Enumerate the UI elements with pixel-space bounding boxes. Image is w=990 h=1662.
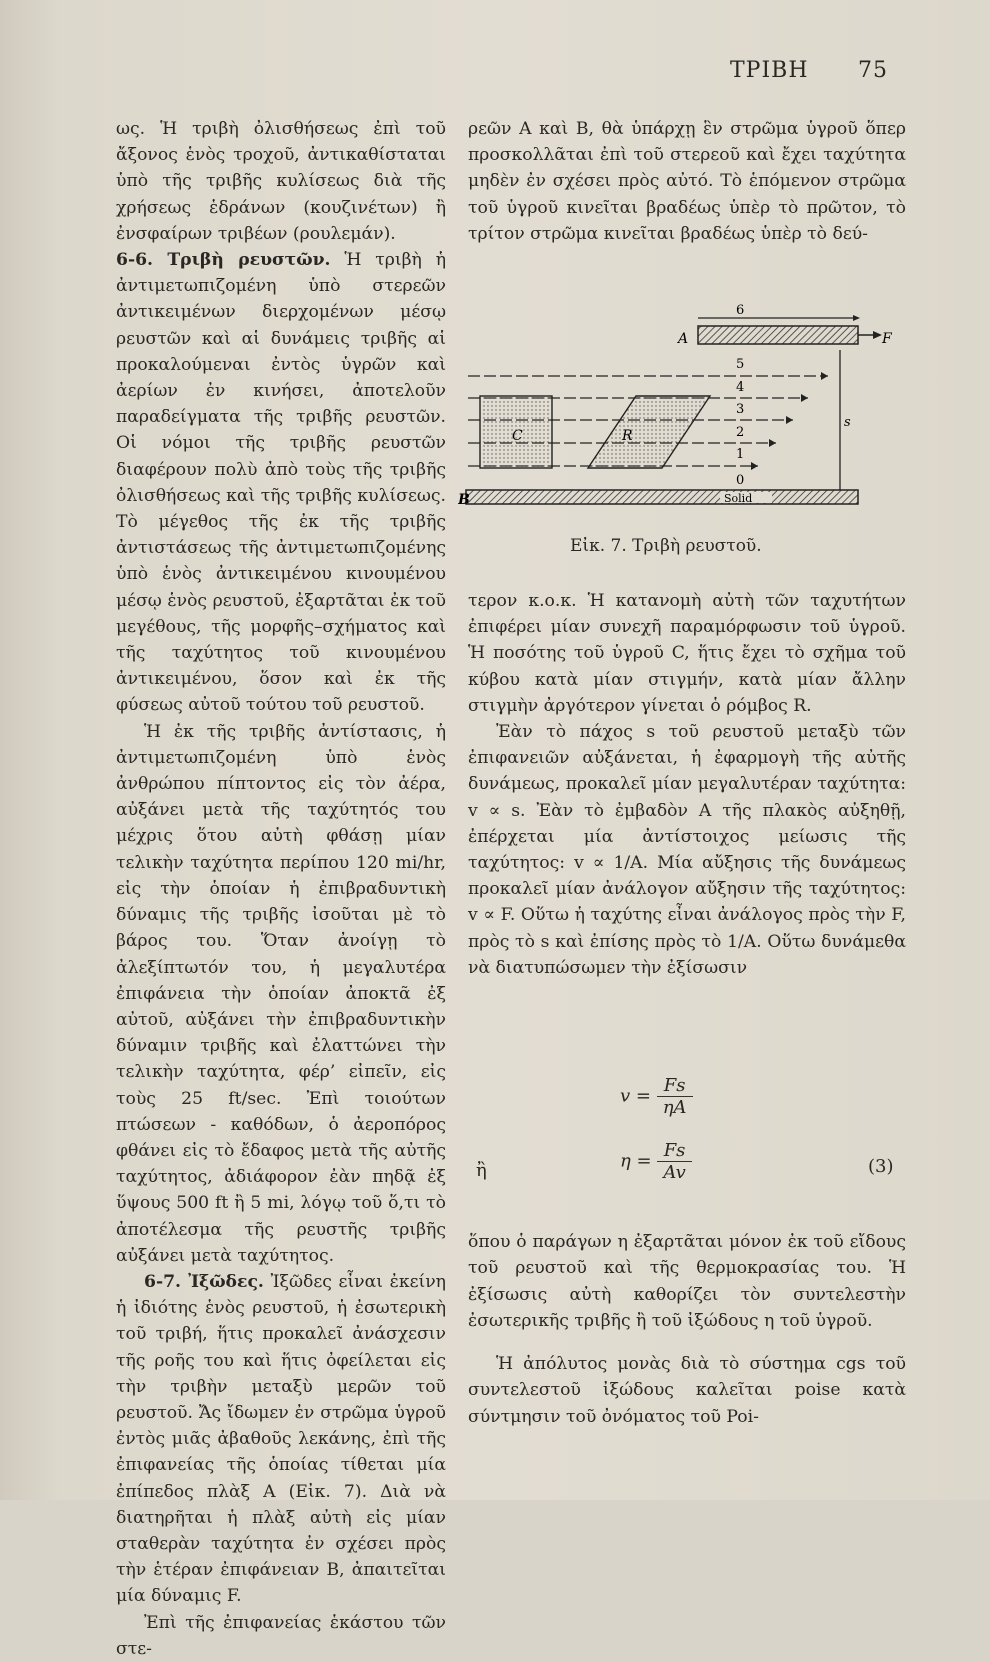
paragraph: ως. Ἡ τριβὴ ὀλισθήσεως ἐπὶ τοῦ ἄξονος ἑνὸς τροχοῦ, ἀντικαθίσταται ὑπὸ τῆς τριβῆς κυλίσεως διὰ τῆς χρήσεως ἑδράνων (κουζινέτων) ἢ ἐνσφαίρων τριβέων (ρουλεμάν). bbox=[116, 119, 446, 244]
numerator: Fs bbox=[663, 1075, 686, 1096]
paragraph: Ἐπὶ τῆς ἐπιφανείας ἑκάστου τῶν στε- bbox=[116, 1612, 446, 1659]
force-arrowhead bbox=[873, 331, 882, 339]
equation-v bbox=[620, 1075, 693, 1118]
label-a: A bbox=[678, 331, 689, 347]
layer-label: 2 bbox=[736, 425, 745, 440]
equation-or: ἢ bbox=[476, 1160, 487, 1181]
velocity-arrowhead bbox=[786, 416, 793, 424]
paragraph: τερον κ.ο.κ. Ἡ κατανομὴ αὐτὴ τῶν ταχυτήτων ἐπιφέρει μίαν συνεχῆ παραμόρφωσιν τοῦ ὑγροῦ. Ἡ ποσότης τοῦ ὑγροῦ C, ἥτις ἔχει τὸ σχῆμα τοῦ κύβου κατὰ μίαν στιγμήν, κατὰ μίαν ἄλλην στιγμὴν ἀργότερον γίνεται ὁ ρόμβος R. bbox=[468, 591, 906, 716]
figure-caption: Εἰκ. 7. Τριβὴ ρευστοῦ. bbox=[570, 536, 762, 556]
velocity-arrowhead bbox=[769, 439, 776, 447]
layer-label: 4 bbox=[736, 380, 745, 395]
layer-label: 1 bbox=[736, 447, 745, 462]
fraction bbox=[657, 1140, 691, 1183]
section-title: 6-7. Ἰξῶδες. bbox=[144, 1271, 264, 1292]
velocity-arrowhead bbox=[853, 315, 860, 321]
page-number: 75 bbox=[858, 58, 888, 83]
figure-fluid-friction bbox=[458, 300, 898, 505]
section-title: 6-6. Τριβὴ ρευστῶν. bbox=[116, 250, 331, 271]
solid-b bbox=[466, 490, 858, 504]
right-column-bottom bbox=[468, 1212, 906, 1447]
label-r: R bbox=[622, 428, 633, 444]
label-c: C bbox=[512, 428, 523, 444]
section-body: Ἰξῶδες εἶναι ἐκείνη ἡ ἰδιότης ἑνὸς ρευστοῦ, ἡ ἐσωτερικὴ τοῦ τριβή, ἥτις προκαλεῖ ἀνάσχεσιν τῆς ροῆς του καὶ ἥτις ὀφείλεται εἰς τὴν τριβὴν μεταξὺ μερῶν τοῦ ρευστοῦ. Ἄς ἴδωμεν ἐν στρῶμα ὑγροῦ ἐντὸς μιᾶς ἀβαθοῦς λεκάνης, ἐπὶ τῆς ἐπιφανείας τῆς ὁποίας τίθεται μία ἐπίπεδος πλὰξ A (Εἰκ. 7). Διὰ νὰ διατηρῆται ἡ πλὰξ αὐτὴ εἰς μίαν σταθερὰν ταχύτητα ἐν σχέσει πρὸς τὴν ἑτέραν ἐπιφάνειαν B, ἀπαιτεῖται μία δύναμις F. bbox=[116, 1271, 446, 1607]
paragraph: ὅπου ὁ παράγων η ἐξαρτᾶται μόνον ἐκ τοῦ εἴδους τοῦ ρευστοῦ καὶ τῆς θερμοκρασίας του. Ἡ ἐξίσωσις αὐτὴ καθορίζει τὸν συντελεστὴν ἐσωτερικῆς τριβῆς ἢ τοῦ ἰξώδους η τοῦ ὑγροῦ. bbox=[468, 1232, 906, 1331]
paragraph: ρεῶν A καὶ B, θὰ ὑπάρχῃ ἓν στρῶμα ὑγροῦ ὅπερ προσκολλᾶται ἐπὶ τοῦ στερεοῦ καὶ ἔχει ταχύτητα μηδὲν ἐν σχέσει πρὸς αὐτό. Τὸ ἑπόμενον στρῶμα τοῦ ὑγροῦ κινεῖται βραδέως ὑπὲρ τὸ πρῶτον, τὸ τρίτον στρῶμα κινεῖται βραδέως ὑπὲρ τὸ δεύ- bbox=[468, 119, 906, 244]
paragraph: Ἡ ἀπόλυτος μονὰς διὰ τὸ σύστημα cgs τοῦ συντελεστοῦ ἰξώδους καλεῖται poise κατὰ σύντμησιν τοῦ ὀνόματος τοῦ Poi- bbox=[468, 1354, 906, 1427]
eq-lhs: v = bbox=[620, 1085, 651, 1107]
left-column bbox=[116, 116, 446, 1662]
paragraph: Ἡ ἐκ τῆς τριβῆς ἀντίστασις, ἡ ἀντιμετωπιζομένη ὑπὸ ἑνὸς ἀνθρώπου πίπτοντος εἰς τὸν ἀέρα, αὐξάνει μετὰ τῆς ταχύτητός του μέχρις ὅτου αὐτὴ φθάσῃ μίαν τελικὴν ταχύτητα περίπου 120 mi/hr, εἰς τὴν ὁποίαν ἡ ἐπιβραδυντικὴ δύναμις τῆς τριβῆς ἰσοῦται μὲ τὸ βάρος του. Ὅταν ἀνοίγῃ τὸ ἀλεξίπτωτόν του, ἡ μεγαλυτέρα ἐπιφάνεια τὴν ὁποίαν ἀποκτᾶ ἐξ αὐτοῦ, αὐξάνει τὴν ἐπιβραδυντικὴν δύναμιν τριβῆς καὶ ἐλαττώνει τὴν τελικὴν ταχύτητα, φέρ’ εἰπεῖν, εἰς τοὺς 25 ft/sec. Ἐπὶ τοιούτων πτώσεων - καθόδων, ὁ ἀεροπόρος φθάνει εἰς τὸ ἔδαφος μετὰ τῆς αὐτῆς ταχύτητος, ἀδιάφορον ἐὰν πηδᾷ ἐξ ὕψους 500 ft ἢ 5 mi, λόγῳ τοῦ ὅ,τι τὸ ἀποτέλεσμα τῆς ρευστῆς τριβῆς αὐξάνει μετὰ ταχύτητος. bbox=[116, 721, 446, 1266]
plate-a bbox=[698, 326, 858, 344]
rhombus-r bbox=[588, 396, 710, 468]
equation-number: (3) bbox=[868, 1156, 894, 1177]
right-column-middle bbox=[468, 588, 906, 981]
fraction bbox=[657, 1075, 693, 1118]
layer-label: 5 bbox=[736, 357, 745, 372]
numerator: Fs bbox=[663, 1140, 686, 1161]
label-s: s bbox=[844, 415, 851, 430]
label-b: B bbox=[458, 492, 470, 505]
section-6-7 bbox=[116, 1269, 446, 1610]
label-f: F bbox=[882, 331, 892, 347]
right-column bbox=[468, 116, 906, 247]
label-solid: Solid bbox=[724, 492, 753, 505]
denominator: ηA bbox=[657, 1096, 693, 1118]
velocity-arrowhead bbox=[821, 372, 828, 380]
equation-eta bbox=[620, 1140, 692, 1183]
velocity-arrowhead bbox=[751, 462, 758, 470]
section-body: Ἡ τριβὴ ἡ ἀντιμετωπιζομένη ὑπὸ στερεῶν ἀντικειμένων διερχομένων μέσῳ ρευστῶν καὶ αἱ δυνάμεις τριβῆς αἱ προκαλούμεναι ἐντὸς ὑγρῶν καὶ ἀερίων ἐν κινήσει, ἀποτελοῦν παραδείγματα τῆς τριβῆς ρευστῶν. Οἱ νόμοι τῆς τριβῆς ρευστῶν διαφέρουν πολὺ ἀπὸ τοὺς τῆς τριβῆς ὀλισθήσεως καὶ τῆς τριβῆς κυλίσεως. Τὸ μέγεθος τῆς ἐκ τῆς τριβῆς ἀντιστάσεως τῆς ἀντιμετωπιζομένης ὑπὸ ἑνὸς ἀντικειμένου κινουμένου μέσῳ ἑνὸς ρευστοῦ, ἐξαρτᾶται ἐκ τοῦ μεγέθους, τῆς μορφῆς–σχήματος καὶ τῆς ταχύτητος τοῦ κινουμένου ἀντικειμένου, ὅσον καὶ ἐκ τῆς φύσεως αὐτοῦ τούτου τοῦ ρευστοῦ. bbox=[116, 250, 446, 716]
denominator: Av bbox=[657, 1161, 691, 1183]
section-6-6 bbox=[116, 247, 446, 719]
velocity-arrowhead bbox=[801, 394, 808, 402]
paragraph: Ἐὰν τὸ πάχος s τοῦ ρευστοῦ μεταξὺ τῶν ἐπιφανειῶν αὐξάνεται, ἡ ἐφαρμογὴ τῆς αὐτῆς δυνάμεως, προκαλεῖ μίαν μεγαλυτέραν ταχύτητα: v ∝ s. Ἐὰν τὸ ἐμβαδὸν A τῆς πλακὸς αὐξηθῇ, ἐπέρχεται μία ἀντίστοιχος μείωσις τῆς ταχύτητος: v ∝ 1/A. Μία αὔξησις τῆς δυνάμεως προκαλεῖ μίαν ἀνάλογον αὔξησιν τῆς ταχύτητος: v ∝ F. Οὕτω ἡ ταχύτης εἶναι ἀνάλογος πρὸς τὴν F, πρὸς τὸ s καὶ ἐπίσης πρὸς τὸ 1/A. Οὕτω δυνάμεθα νὰ διατυπώσωμεν τὴν ἐξίσωσιν bbox=[468, 722, 906, 978]
running-title: ΤΡΙΒΗ bbox=[730, 58, 809, 83]
eq-lhs: η = bbox=[620, 1150, 652, 1172]
layer-label: 3 bbox=[736, 402, 745, 417]
fluid-friction-diagram bbox=[458, 300, 898, 505]
layer-label: 6 bbox=[736, 303, 745, 318]
layer-label: 0 bbox=[736, 473, 745, 488]
